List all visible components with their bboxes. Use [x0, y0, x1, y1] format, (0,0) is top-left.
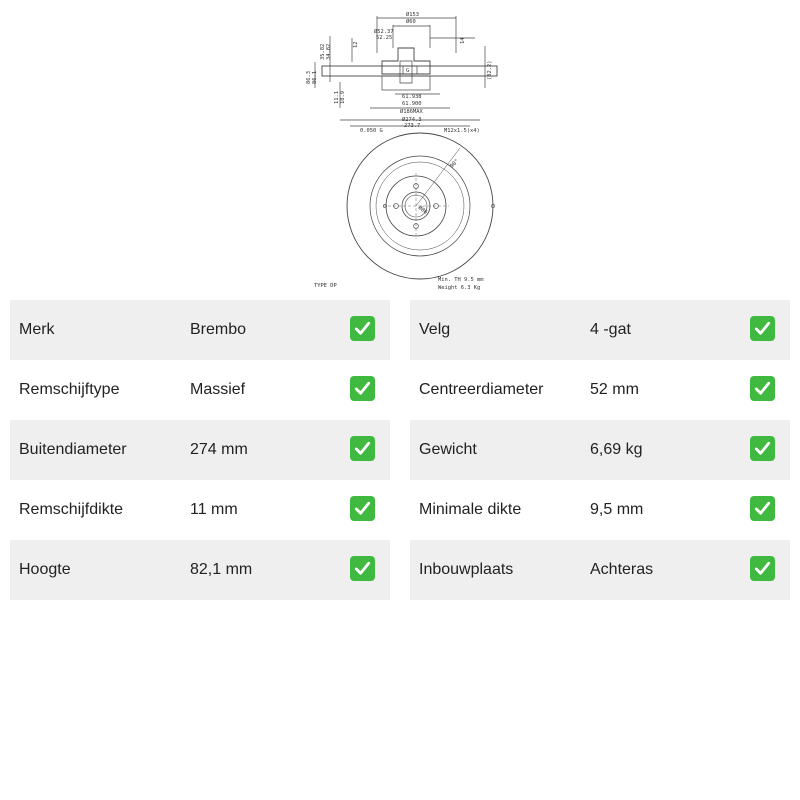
check-mark-icon [750, 436, 775, 461]
spec-label: Remschijftype [19, 381, 120, 398]
dim-d52-37: Ø52.37 [374, 29, 394, 35]
dim-12: 12 [353, 41, 359, 48]
spec-value: 6,69 kg [590, 441, 643, 458]
spec-label: Centreerdiameter [419, 381, 544, 398]
spec-label: Minimale dikte [419, 501, 522, 518]
dim-d153: Ø153 [406, 12, 419, 18]
spec-row-remschijfdikte [10, 480, 390, 540]
check-mark-icon [350, 496, 375, 521]
dim-d60: Ø60 [406, 19, 416, 25]
dim-d52-25: 52.25 [376, 35, 393, 41]
spec-row-merk [10, 300, 390, 360]
dim-90deg: 90° [449, 158, 461, 170]
dim-86-3: 86.3 [306, 71, 312, 84]
spec-label: Inbouwplaats [419, 561, 514, 578]
dim-d61-938: 61.938 [402, 94, 422, 100]
check-mark-icon [750, 496, 775, 521]
dim-g-label: G [406, 68, 410, 74]
check-mark-icon [350, 316, 375, 341]
dim-flatness: 0.050 G [360, 128, 383, 134]
spec-row-velg [410, 300, 790, 360]
dim-d273-7: 273.7 [404, 123, 421, 129]
spec-label: Velg [419, 321, 451, 338]
min-thickness-note: Min. TH 9.5 mm [438, 277, 484, 283]
spec-value: Massief [190, 381, 246, 398]
dim-14: 14 [460, 37, 466, 44]
dim-35-02: 35.02 [320, 43, 326, 60]
dim-86-1: 86.1 [312, 71, 318, 84]
dim-d274-3: Ø274.3 [402, 117, 422, 123]
spec-label: Remschijfdikte [19, 501, 124, 518]
check-mark-icon [750, 556, 775, 581]
spec-value: 274 mm [190, 441, 248, 458]
type-label: TYPE DP [314, 283, 337, 289]
brake-disc-technical-drawing [300, 8, 500, 293]
spec-label: Buitendiameter [19, 441, 127, 458]
spec-value: 4 -gat [590, 321, 631, 338]
spec-row-gewicht [410, 420, 790, 480]
spec-label: Merk [19, 321, 55, 338]
spec-row-remschijftype [10, 360, 390, 420]
dim-82-2: (82.2) [487, 60, 493, 80]
bolt-note: M12x1.5(x4) [444, 128, 480, 134]
spec-row-buitendiameter [10, 420, 390, 480]
specs-table-left [10, 300, 390, 600]
specs-table-right [410, 300, 790, 600]
spec-value: 11 mm [190, 501, 238, 518]
spec-row-minimale-dikte [410, 480, 790, 540]
spec-value: Achteras [590, 561, 654, 578]
spec-value: 9,5 mm [590, 501, 644, 518]
dim-pcd: Ø80 [416, 204, 429, 216]
spec-row-inbouwplaats [410, 540, 790, 600]
dim-34-82: 34.82 [326, 43, 332, 60]
spec-row-hoogte [10, 540, 390, 600]
drawing-svg [300, 8, 500, 293]
dim-11-1: 11.1 [334, 91, 340, 104]
check-mark-icon [750, 316, 775, 341]
spec-label: Gewicht [419, 441, 477, 458]
spec-value: 82,1 mm [190, 561, 253, 578]
check-mark-icon [750, 376, 775, 401]
dim-d186max: Ø186MAX [400, 109, 423, 115]
check-mark-icon [350, 436, 375, 461]
spec-label: Hoogte [19, 561, 71, 578]
check-mark-icon [350, 376, 375, 401]
check-mark-icon [350, 556, 375, 581]
spec-row-centreerdiameter [410, 360, 790, 420]
spec-value: 52 mm [590, 381, 639, 398]
spec-value: Brembo [190, 321, 247, 338]
dim-10-9: 10.9 [340, 91, 346, 104]
dim-d61-900: 61.900 [402, 101, 422, 107]
weight-note: Weight 6.3 Kg [438, 285, 481, 291]
